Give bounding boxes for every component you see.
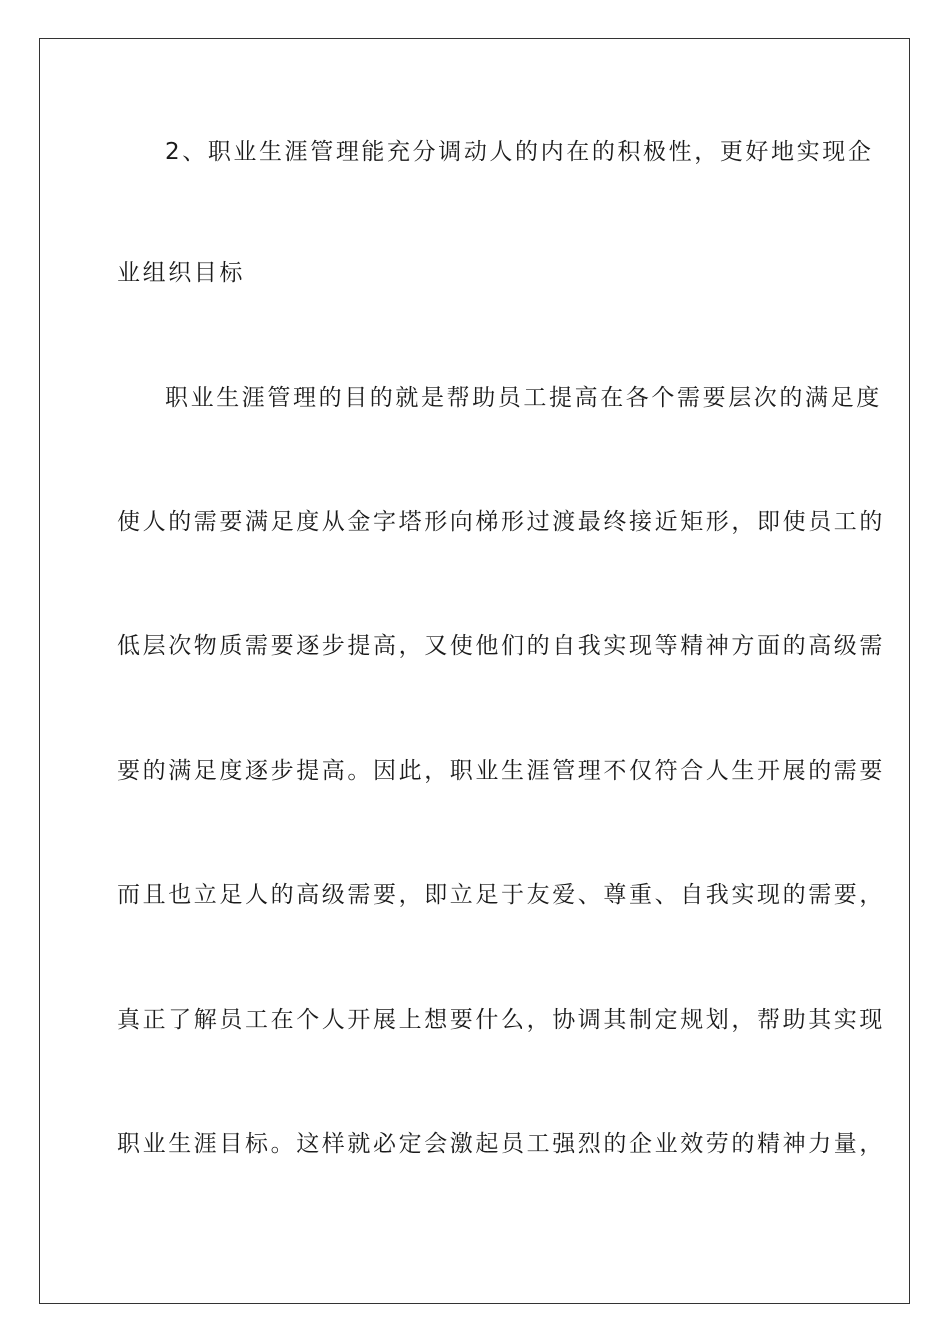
heading-line-2: 业组织目标 (117, 260, 245, 286)
body-line-6: 真正了解员工在个人开展上想要什么，协调其制定规划，帮助其实现 (117, 1007, 885, 1033)
body-line-5: 而且也立足人的高级需要，即立足于友爱、尊重、自我实现的需要， (117, 882, 885, 908)
heading-line-1: 2、职业生涯管理能充分调动人的内在的积极性，更好地实现企 (165, 139, 874, 165)
page-border (39, 38, 910, 1304)
body-line-3: 低层次物质需要逐步提高，又使他们的自我实现等精神方面的高级需 (117, 633, 885, 659)
body-line-4: 要的满足度逐步提高。因此，职业生涯管理不仅符合人生开展的需要 (117, 758, 885, 784)
body-line-7: 职业生涯目标。这样就必定会激起员工强烈的企业效劳的精神力量， (117, 1131, 885, 1157)
body-line-2: 使人的需要满足度从金字塔形向梯形过渡最终接近矩形，即使员工的 (117, 509, 885, 535)
body-line-1: 职业生涯管理的目的就是帮助员工提高在各个需要层次的满足度 (165, 385, 882, 411)
